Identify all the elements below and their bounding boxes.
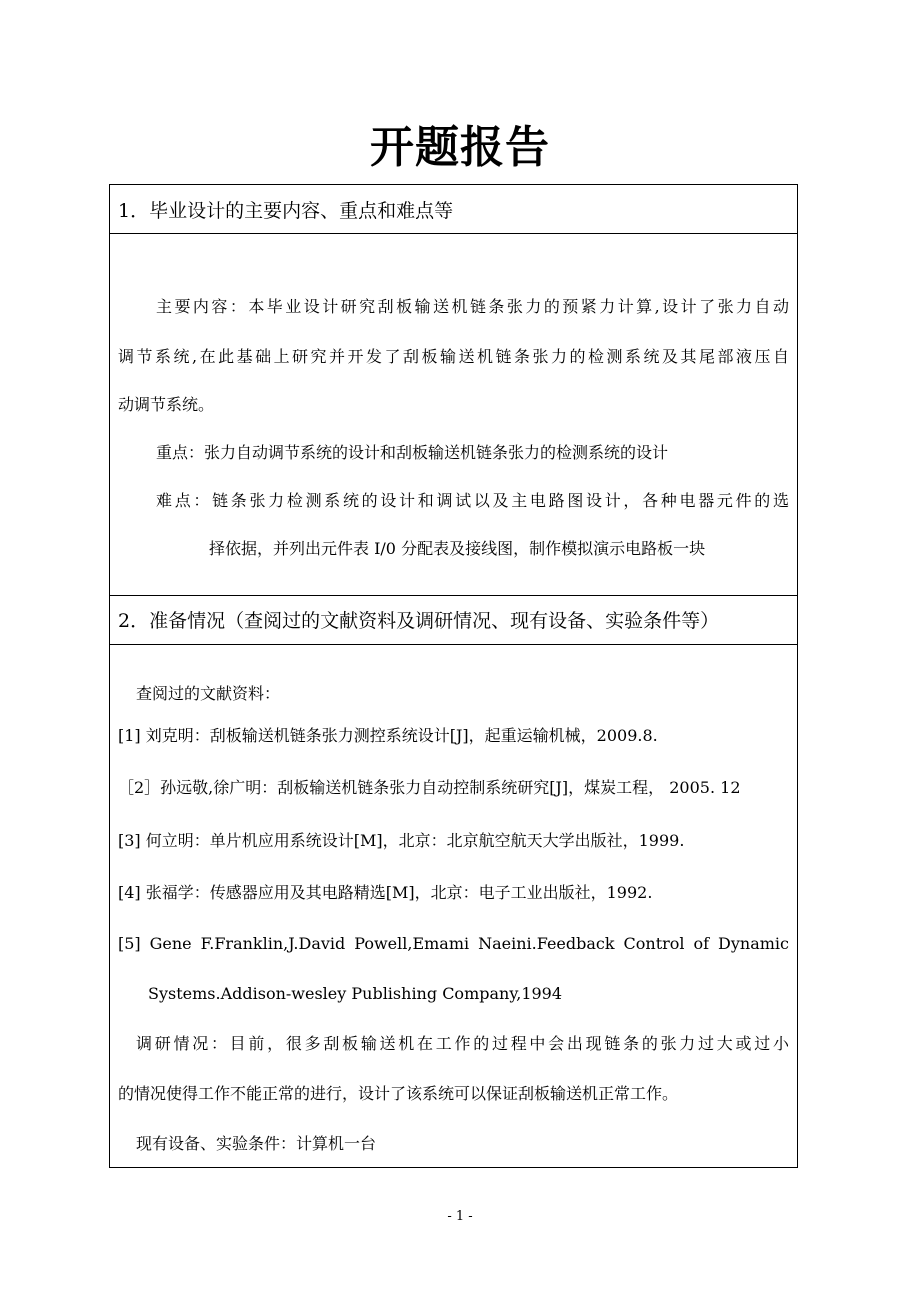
section-1-heading: 1．毕业设计的主要内容、重点和难点等 <box>118 200 454 222</box>
table-divider <box>109 233 798 234</box>
reference-item: [5] Gene F.Franklin,J.David Powell,Emami Naeini.Feedback Control of Dynamic <box>118 934 789 953</box>
difficulty-line: 择依据，并列出元件表 I/0 分配表及接线图，制作模拟演示电路板一块 <box>209 539 706 558</box>
reference-item: ［2］孙远敬,徐广明：刮板输送机链条张力自动控制系统研究[J]，煤炭工程， 2005. 12 <box>118 778 741 797</box>
document-title: 开题报告 <box>370 122 550 173</box>
reference-item: [1] 刘克明：刮板输送机链条张力测控系统设计[J]，起重运输机械，2009.8. <box>118 726 658 745</box>
page-number: - 1 - <box>447 1209 473 1224</box>
reference-item-continuation: Systems.Addison-wesley Publishing Company,1994 <box>148 984 563 1003</box>
section-2-heading: 2．准备情况（查阅过的文献资料及调研情况、现有设备、实验条件等） <box>118 610 720 632</box>
main-content-line: 动调节系统。 <box>118 395 215 414</box>
reference-item: [3] 何立明：单片机应用系统设计[M]，北京：北京航空航天大学出版社，1999. <box>118 831 685 850</box>
research-line: 调研情况：目前，很多刮板输送机在工作的过程中会出现链条的张力过大或过小 <box>136 1034 789 1053</box>
main-content-line: 调节系统,在此基础上研究并开发了刮板输送机链条张力的检测系统及其尾部液压自 <box>118 347 789 366</box>
key-point-text: 重点：张力自动调节系统的设计和刮板输送机链条张力的检测系统的设计 <box>156 443 669 462</box>
literature-label: 查阅过的文献资料： <box>136 684 281 703</box>
report-table <box>109 184 798 1168</box>
reference-item: [4] 张福学：传感器应用及其电路精选[M]，北京：电子工业出版社，1992. <box>118 883 653 902</box>
equipment-text: 现有设备、实验条件：计算机一台 <box>136 1134 377 1153</box>
main-content-line: 主要内容：本毕业设计研究刮板输送机链条张力的预紧力计算,设计了张力自动 <box>156 297 789 316</box>
table-divider <box>109 595 798 596</box>
table-divider <box>109 644 798 645</box>
difficulty-line: 难点：链条张力检测系统的设计和调试以及主电路图设计，各种电器元件的选 <box>156 491 789 510</box>
research-line: 的情况使得工作不能正常的进行，设计了该系统可以保证刮板输送机正常工作。 <box>118 1084 679 1103</box>
